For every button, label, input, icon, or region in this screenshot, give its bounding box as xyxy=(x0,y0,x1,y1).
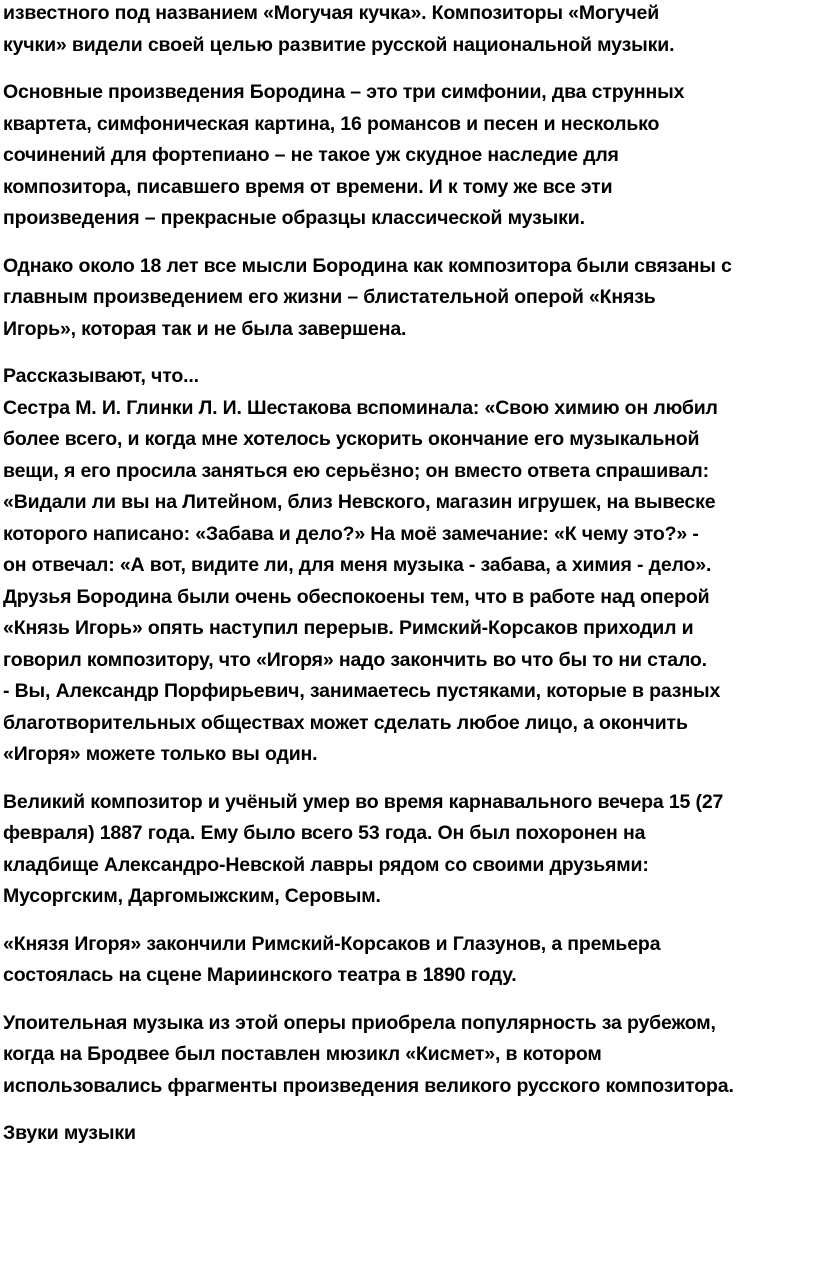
text-line: благотворительных обществах может сделать любое лицо, а окончить xyxy=(3,711,688,734)
text-line: Игорь», которая так и не была завершена. xyxy=(3,317,407,340)
text-line: говорил композитору, что «Игоря» надо закончить во что бы то ни стало. xyxy=(3,648,707,671)
text-line: «Игоря» можете только вы один. xyxy=(3,743,318,765)
text-line: Основные произведения Бородина – это три симфонии, два струнных xyxy=(3,81,685,103)
text-line: «Князя Игоря» закончили Римский-Корсаков и Глазунов, а премьера xyxy=(3,932,661,955)
text-line: главным произведением его жизни – блистательной оперой «Князь xyxy=(3,286,656,308)
text-line: Великий композитор и учёный умер во время карнавального вечера 15 (27 xyxy=(3,790,724,813)
text-line: кладбище Александро-Невской лавры рядом со своими друзьями: xyxy=(3,853,649,876)
text-line: Мусоргским, Даргомыжским, Серовым. xyxy=(3,885,381,907)
text-line: «Видали ли вы на Литейном, близ Невского, магазин игрушек, на вывеске xyxy=(3,491,716,513)
paragraph xyxy=(3,0,811,61)
paragraph xyxy=(3,1118,811,1150)
text-line: квартета, симфоническая картина, 16 романсов и песен и несколько xyxy=(3,112,660,135)
text-line: Однако около 18 лет все мысли Бородина как композитора были связаны с xyxy=(3,254,732,277)
paragraph xyxy=(3,929,811,992)
paragraph xyxy=(3,361,811,771)
text-line: февраля) 1887 года. Ему было всего 53 года. Он был похоронен на xyxy=(3,822,646,844)
text-line: использовались фрагменты произведения великого русского композитора. xyxy=(3,1074,734,1097)
text-line: композитора, писавшего время от времени. И к тому же все эти xyxy=(3,175,613,198)
document-page xyxy=(3,0,811,1166)
text-line: сочинений для фортепиано – не такое уж скудное наследие для xyxy=(3,144,619,166)
text-line: более всего, и когда мне хотелось ускорить окончание его музыкальной xyxy=(3,428,700,450)
text-line: - Вы, Александр Порфирьевич, занимаетесь пустяками, которые в разных xyxy=(3,680,721,702)
text-line: вещи, я его просила заняться ею серьёзно; он вместо ответа спрашивал: xyxy=(3,459,709,482)
paragraph xyxy=(3,77,811,235)
paragraph xyxy=(3,1008,811,1103)
text-line: Сестра М. И. Глинки Л. И. Шестакова вспоминала: «Свою химию он любил xyxy=(3,396,718,419)
text-line: Упоительная музыка из этой оперы приобрела популярность за рубежом, xyxy=(3,1011,716,1034)
paragraph xyxy=(3,251,811,346)
text-line: кучки» видели своей целью развитие русской национальной музыки. xyxy=(3,33,675,56)
text-line: известного под названием «Могучая кучка». Композиторы «Могучей xyxy=(3,2,660,24)
text-line: Звуки музыки xyxy=(3,1122,136,1144)
text-line: Друзья Бородина были очень обеспокоены тем, что в работе над оперой xyxy=(3,585,710,608)
text-line: которого написано: «Забава и дело?» На моё замечание: «К чему это?» - xyxy=(3,522,699,545)
text-line: когда на Бродвее был поставлен мюзикл «Кисмет», в котором xyxy=(3,1043,602,1065)
text-line: он отвечал: «А вот, видите ли, для меня музыка - забава, а химия - дело». xyxy=(3,554,712,576)
text-line: состоялась на сцене Мариинского театра в 1890 году. xyxy=(3,964,517,986)
text-line: произведения – прекрасные образцы классической музыки. xyxy=(3,207,585,229)
text-line: Рассказывают, что... xyxy=(3,365,199,387)
text-line: «Князь Игорь» опять наступил перерыв. Римский-Корсаков приходил и xyxy=(3,617,694,639)
paragraph xyxy=(3,787,811,913)
